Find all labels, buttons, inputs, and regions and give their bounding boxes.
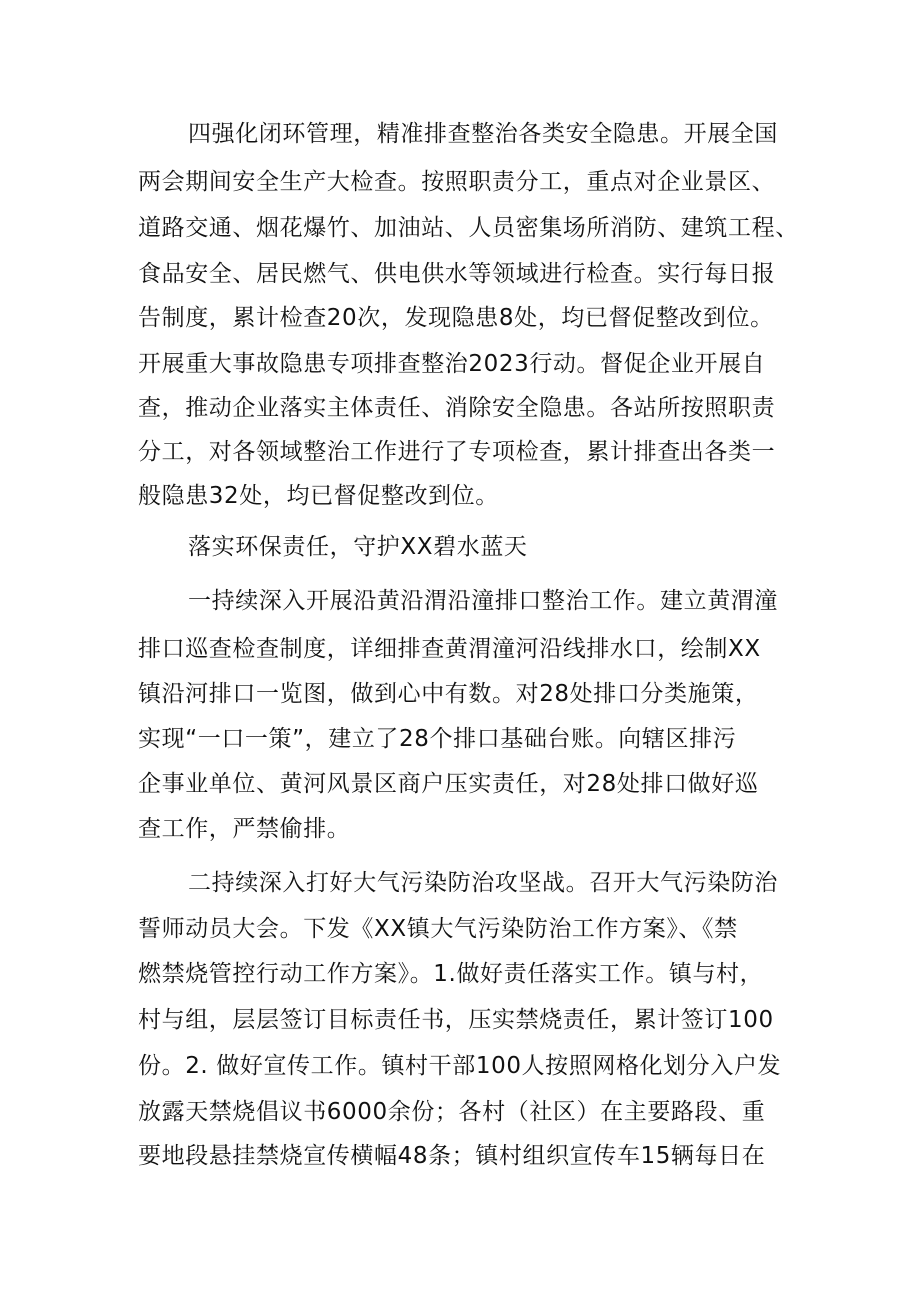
paragraph-2-line: 镇沿河排口一览图，做到心中有数。对28处排口分类施策， xyxy=(138,681,759,707)
paragraph-1-line: 四强化闭环管理，精准排查整治各类安全隐患。开展全国 xyxy=(188,121,778,147)
paragraph-2-line: 查工作，严禁偷排。 xyxy=(138,816,351,842)
paragraph-2-line: 实现“一口一策”，建立了28个排口基础台账。向辖区排污 xyxy=(138,726,737,752)
paragraph-1-line: 开展重大事故隐患专项排查整治2023行动。督促企业开展自 xyxy=(138,351,766,377)
paragraph-3-line: 要地段悬挂禁烧宣传横幅48条；镇村组织宣传车15辆每日在 xyxy=(138,1143,766,1169)
paragraph-2-line: 企事业单位、黄河风景区商户压实责任，对28处排口做好巡 xyxy=(138,771,759,797)
paragraph-3-line: 份。2. 做好宣传工作。镇村干部100人按照网格化划分入户发 xyxy=(138,1053,782,1079)
paragraph-3-line: 誓师动员大会。下发《XX镇大气污染防治工作方案》、《禁 xyxy=(138,916,738,942)
paragraph-2-line: 一持续深入开展沿黄沿渭沿潼排口整治工作。建立黄渭潼 xyxy=(188,588,778,614)
paragraph-1-line: 般隐患32处，均已督促整改到位。 xyxy=(138,483,499,509)
section-heading: 落实环保责任，守护XX碧水蓝天 xyxy=(188,534,528,560)
paragraph-1-line: 告制度，累计检查20次，发现隐患8处，均已督促整改到位。 xyxy=(138,305,774,331)
paragraph-3-line: 放露天禁烧倡议书6000余份；各村（社区）在主要路段、重 xyxy=(138,1099,766,1125)
paragraph-1-line: 道路交通、烟花爆竹、加油站、人员密集场所消防、建筑工程、 xyxy=(138,215,799,241)
paragraph-3-line: 二持续深入打好大气污染防治攻坚战。召开大气污染防治 xyxy=(188,870,778,896)
paragraph-1-line: 查，推动企业落实主体责任、消除安全隐患。各站所按照职责 xyxy=(138,395,776,421)
paragraph-1-line: 两会期间安全生产大检查。按照职责分工，重点对企业景区、 xyxy=(138,169,776,195)
paragraph-1-line: 食品安全、居民燃气、供电供水等领域进行检查。实行每日报 xyxy=(138,261,776,287)
paragraph-2-line: 排口巡查检查制度，详细排查黄渭潼河沿线排水口，绘制XX xyxy=(138,636,761,662)
paragraph-3-line: 燃禁烧管控行动工作方案》。1.做好责任落实工作。镇与村， xyxy=(138,961,764,987)
paragraph-3-line: 村与组，层层签订目标责任书，压实禁烧责任，累计签订100 xyxy=(138,1007,774,1033)
paragraph-1-line: 分工，对各领域整治工作进行了专项检查，累计排查出各类一 xyxy=(138,439,776,465)
